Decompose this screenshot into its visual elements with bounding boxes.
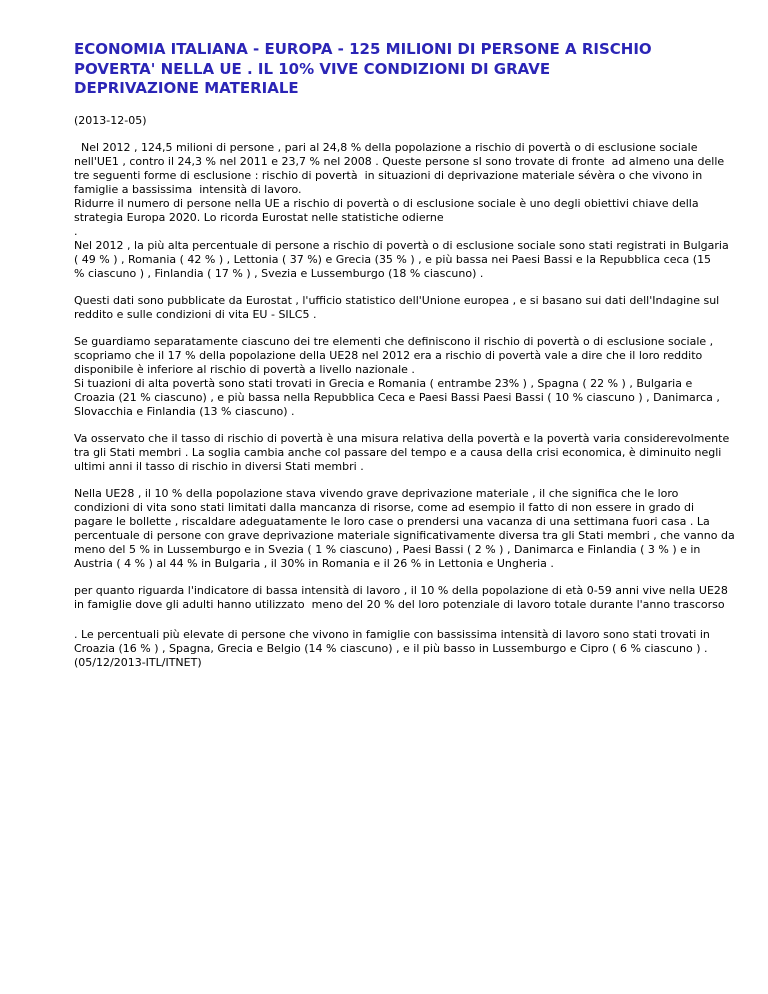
article-body bbox=[74, 140, 735, 670]
text-line: Nel 2012 , 124,5 milioni di persone , pari al 24,8 % della popolazione a rischio di povertà o di esclusione sociale bbox=[74, 140, 698, 154]
text-line: Si tuazioni di alta povertà sono stati trovati in Grecia e Romania ( entrambe 23% ) , Spagna ( 22 % ) , Bulgaria e bbox=[74, 376, 693, 390]
paragraph bbox=[74, 293, 720, 322]
text-line: ultimi anni il tasso di rischio in diversi Stati membri . bbox=[74, 459, 364, 473]
text-line: Questi dati sono pubblicate da Eurostat , l'ufficio statistico dell'Unione europea , e si basano sui dati dell'Indagine sul bbox=[74, 293, 720, 307]
text-line: Nella UE28 , il 10 % della popolazione stava vivendo grave deprivazione materiale , il che significa che le loro bbox=[74, 486, 679, 500]
text-line: reddito e sulle condizioni di vita EU - SILC5 . bbox=[74, 307, 317, 321]
paragraph bbox=[74, 140, 729, 281]
article-title: ECONOMIA ITALIANA - EUROPA - 125 MILIONI DI PERSONE A RISCHIO POVERTA' NELLA UE . IL 10% VIVE CONDIZIONI DI GRAVE DEPRIVAZIONE MATERIALE bbox=[74, 40, 652, 97]
text-line: Slovacchia e Finlandia (13 % ciascuno) . bbox=[74, 404, 295, 418]
paragraph bbox=[74, 583, 728, 612]
text-line: nell'UE1 , contro il 24,3 % nel 2011 e 23,7 % nel 2008 . Queste persone sI sono trovate di fronte ad almeno una delle bbox=[74, 154, 725, 168]
text-line: . Le percentuali più elevate di persone che vivono in famiglie con bassissima intensità di lavoro sono stati trovati in bbox=[74, 627, 710, 641]
text-line: strategia Europa 2020. Lo ricorda Eurostat nelle statistiche odierne bbox=[74, 210, 444, 224]
text-line: tra gli Stati membri . La soglia cambia anche col passare del tempo e a causa della crisi economica, è diminuito negli bbox=[74, 445, 722, 459]
text-line: Ridurre il numero di persone nella UE a rischio di povertà o di esclusione sociale è uno degli obiettivi chiave della bbox=[74, 196, 699, 210]
text-line: in famiglie dove gli adulti hanno utilizzato meno del 20 % del loro potenziale di lavoro totale durante l'anno trascorso bbox=[74, 597, 725, 611]
paragraph bbox=[74, 334, 720, 419]
text-line: Va osservato che il tasso di rischio di povertà è una misura relativa della povertà e la povertà varia considerevolmente bbox=[74, 431, 730, 445]
text-line: Se guardiamo separatamente ciascuno dei tre elementi che definiscono il rischio di povertà o di esclusione sociale , bbox=[74, 334, 714, 348]
text-line: meno del 5 % in Lussemburgo e in Svezia ( 1 % ciascuno) , Paesi Bassi ( 2 % ) , Danimarca e Finlandia ( 3 % ) e in bbox=[74, 542, 701, 556]
article-date: (2013-12-05) bbox=[74, 113, 147, 127]
text-line: per quanto riguarda l'indicatore di bassa intensità di lavoro , il 10 % della popolazione di età 0-59 anni vive nella UE28 bbox=[74, 583, 728, 597]
text-line: ( 49 % ) , Romania ( 42 % ) , Lettonia ( 37 %) e Grecia (35 % ) , e più bassa nei Paesi Bassi e la Repubblica ceca (15 bbox=[74, 252, 712, 266]
paragraph bbox=[74, 627, 710, 670]
text-line: disponibile è inferiore al rischio di povertà a livello nazionale . bbox=[74, 362, 415, 376]
text-line: scopriamo che il 17 % della popolazione della UE28 nel 2012 era a rischio di povertà vale a dire che il loro reddito bbox=[74, 348, 703, 362]
text-line: percentuale di persone con grave deprivazione materiale significativamente diversa tra gli Stati membri , che vanno da bbox=[74, 528, 735, 542]
text-line: Croazia (21 % ciascuno) , e più bassa nella Repubblica Ceca e Paesi Bassi Paesi Bassi ( 10 % ciascuno ) , Danimarca , bbox=[74, 390, 720, 404]
text-line: Croazia (16 % ) , Spagna, Grecia e Belgio (14 % ciascuno) , e il più basso in Lussemburgo e Cipro ( 6 % ciascuno ) . bbox=[74, 641, 708, 655]
text-line: pagare le bollette , riscaldare adeguatamente le loro case o prendersi una vacanza di una settimana fuori casa . La bbox=[74, 514, 710, 528]
text-line: (05/12/2013-ITL/ITNET) bbox=[74, 655, 202, 669]
text-line: condizioni di vita sono stati limitati dalla mancanza di risorse, come ad esempio il fatto di non essere in grado di bbox=[74, 500, 695, 514]
paragraph bbox=[74, 431, 730, 474]
text-line: . bbox=[74, 224, 78, 238]
text-line: Nel 2012 , la più alta percentuale di persone a rischio di povertà o di esclusione sociale sono stati registrati in Bulgaria bbox=[74, 238, 729, 252]
text-line: tre seguenti forme di esclusione : rischio di povertà in situazioni di deprivazione materiale sévèra o che vivono in bbox=[74, 168, 703, 182]
text-line: % ciascuno ) , Finlandia ( 17 % ) , Svezia e Lussemburgo (18 % ciascuno) . bbox=[74, 266, 484, 280]
text-line: famiglie a bassissima intensità di lavoro. bbox=[74, 182, 302, 196]
paragraph bbox=[74, 486, 735, 571]
text-line: Austria ( 4 % ) al 44 % in Bulgaria , il 30% in Romania e il 26 % in Lettonia e Ungheria . bbox=[74, 556, 554, 570]
